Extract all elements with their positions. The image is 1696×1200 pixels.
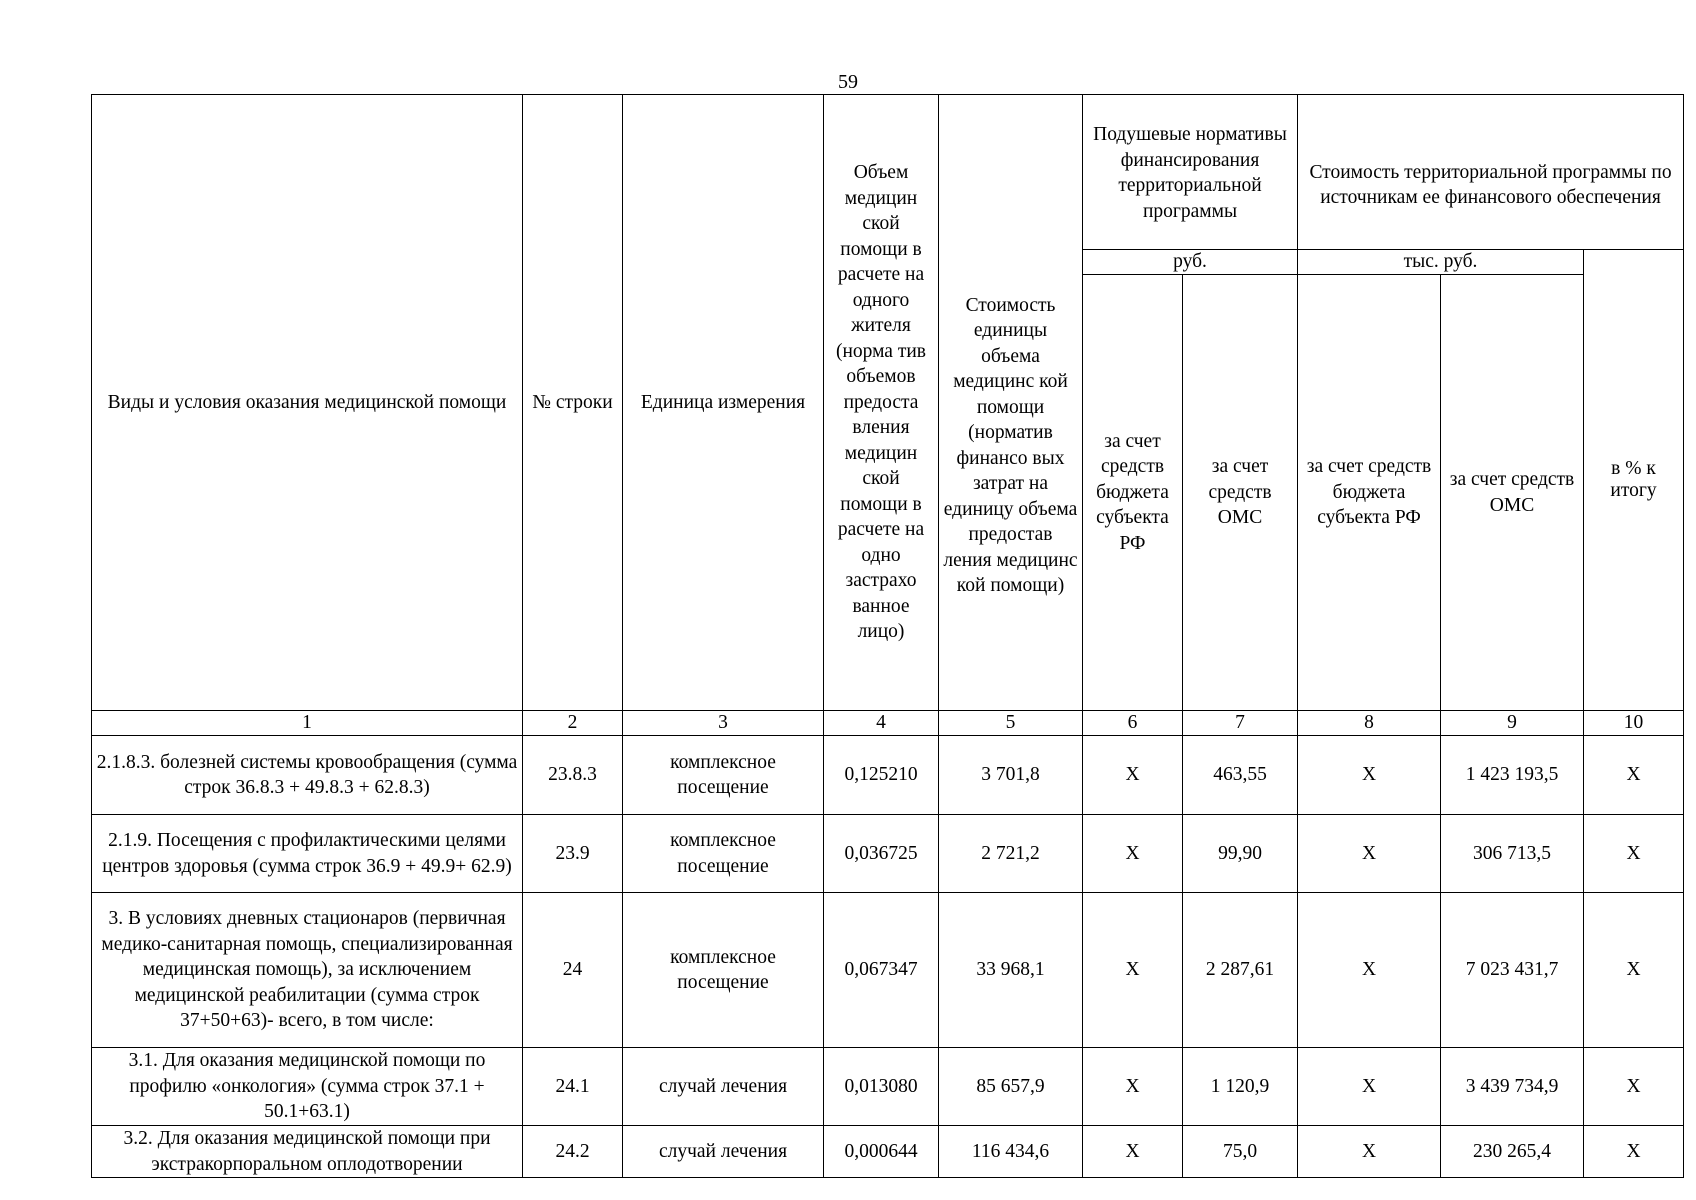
header-cost-oms: за счет средств ОМС (1441, 275, 1584, 711)
header-unit-of-measure: Единица измерения (623, 95, 824, 711)
row-unit-cost: 33 968,1 (939, 893, 1083, 1048)
header-cost-budget: за счет средств бюджета субъекта РФ (1298, 275, 1441, 711)
row-volume: 0,067347 (824, 893, 939, 1048)
row-name: 3.1. Для оказания медицинской помощи по профилю «онкология» (сумма строк 37.1 + 50.1+63.1) (92, 1048, 523, 1126)
row-per-capita-oms: 2 287,61 (1183, 893, 1298, 1048)
header-row (92, 95, 1684, 250)
row-unit: комплексное посещение (623, 815, 824, 893)
page-number: 59 (838, 71, 858, 93)
row-percent: Х (1584, 893, 1684, 1048)
row-percent: Х (1584, 736, 1684, 815)
column-number: 10 (1584, 711, 1684, 736)
column-number: 2 (523, 711, 623, 736)
row-line-number: 23.9 (523, 815, 623, 893)
column-number: 9 (1441, 711, 1584, 736)
header-unit-cost: Стоимость единицы объема медицинс кой помощи (норматив финансо вых затрат на единицу объема предостав ления медицинс кой помощи) (939, 95, 1083, 711)
row-cost-budget: Х (1298, 815, 1441, 893)
row-unit-cost: 116 434,6 (939, 1126, 1083, 1178)
row-cost-oms: 306 713,5 (1441, 815, 1584, 893)
financing-table (91, 94, 1684, 1178)
row-volume: 0,000644 (824, 1126, 939, 1178)
row-per-capita-oms: 99,90 (1183, 815, 1298, 893)
row-per-capita-oms: 1 120,9 (1183, 1048, 1298, 1126)
row-cost-oms: 1 423 193,5 (1441, 736, 1584, 815)
row-cost-budget: Х (1298, 1048, 1441, 1126)
row-line-number: 24.1 (523, 1048, 623, 1126)
column-number: 1 (92, 711, 523, 736)
row-unit: случай лечения (623, 1048, 824, 1126)
table-row (92, 815, 1684, 893)
header-per-capita-oms: за счет средств ОМС (1183, 275, 1298, 711)
row-per-capita-budget: Х (1083, 1126, 1183, 1178)
header-program-cost: Стоимость территориальной программы по источникам ее финансового обеспечения (1298, 95, 1684, 250)
row-cost-oms: 230 265,4 (1441, 1126, 1584, 1178)
row-cost-budget: Х (1298, 736, 1441, 815)
table-row (92, 1126, 1684, 1178)
row-cost-oms: 7 023 431,7 (1441, 893, 1584, 1048)
header-volume-per-resident: Объем медицин ской помощи в расчете на одного жителя (норма тив объемов предоста вления медицин ской помощи в расчете на одно застрахо ванное лицо) (824, 95, 939, 711)
row-name: 3. В условиях дневных стационаров (первичная медико-санитарная помощь, специализированная медицинская помощь), за исключением медицинской реабилитации (сумма строк 37+50+63)- всего, в том числе: (92, 893, 523, 1048)
row-line-number: 24 (523, 893, 623, 1048)
header-per-capita-standards: Подушевые нормативы финансирования территориальной программы (1083, 95, 1298, 250)
row-name: 2.1.9. Посещения с профилактическими целями центров здоровья (сумма строк 36.9 + 49.9+ 62.9) (92, 815, 523, 893)
row-per-capita-oms: 463,55 (1183, 736, 1298, 815)
header-percent-of-total: в % к итогу (1584, 250, 1684, 711)
column-number: 5 (939, 711, 1083, 736)
table-row (92, 1048, 1684, 1126)
row-percent: Х (1584, 1048, 1684, 1126)
row-line-number: 24.2 (523, 1126, 623, 1178)
header-care-types: Виды и условия оказания медицинской помощи (92, 95, 523, 711)
row-unit-cost: 85 657,9 (939, 1048, 1083, 1126)
row-name: 2.1.8.3. болезней системы кровообращения (сумма строк 36.8.3 + 49.8.3 + 62.8.3) (92, 736, 523, 815)
row-cost-budget: Х (1298, 893, 1441, 1048)
row-unit-cost: 3 701,8 (939, 736, 1083, 815)
row-percent: Х (1584, 1126, 1684, 1178)
row-unit: случай лечения (623, 1126, 824, 1178)
row-volume: 0,036725 (824, 815, 939, 893)
column-number: 8 (1298, 711, 1441, 736)
row-volume: 0,013080 (824, 1048, 939, 1126)
row-line-number: 23.8.3 (523, 736, 623, 815)
row-unit: комплексное посещение (623, 736, 824, 815)
row-per-capita-budget: Х (1083, 815, 1183, 893)
row-per-capita-budget: Х (1083, 893, 1183, 1048)
row-unit-cost: 2 721,2 (939, 815, 1083, 893)
header-unit-thousand-rub: тыс. руб. (1298, 250, 1584, 275)
column-number: 6 (1083, 711, 1183, 736)
row-volume: 0,125210 (824, 736, 939, 815)
column-number: 7 (1183, 711, 1298, 736)
row-per-capita-budget: Х (1083, 736, 1183, 815)
row-cost-oms: 3 439 734,9 (1441, 1048, 1584, 1126)
row-per-capita-oms: 75,0 (1183, 1126, 1298, 1178)
table-row (92, 736, 1684, 815)
row-unit: комплексное посещение (623, 893, 824, 1048)
table-row (92, 893, 1684, 1048)
header-unit-rub: руб. (1083, 250, 1298, 275)
column-numbers-row (92, 711, 1684, 736)
row-percent: Х (1584, 815, 1684, 893)
header-line-number: № строки (523, 95, 623, 711)
row-cost-budget: Х (1298, 1126, 1441, 1178)
header-per-capita-budget: за счет средств бюджета субъекта РФ (1083, 275, 1183, 711)
column-number: 4 (824, 711, 939, 736)
column-number: 3 (623, 711, 824, 736)
row-name: 3.2. Для оказания медицинской помощи при экстракорпоральном оплодотворении (92, 1126, 523, 1178)
row-per-capita-budget: Х (1083, 1048, 1183, 1126)
